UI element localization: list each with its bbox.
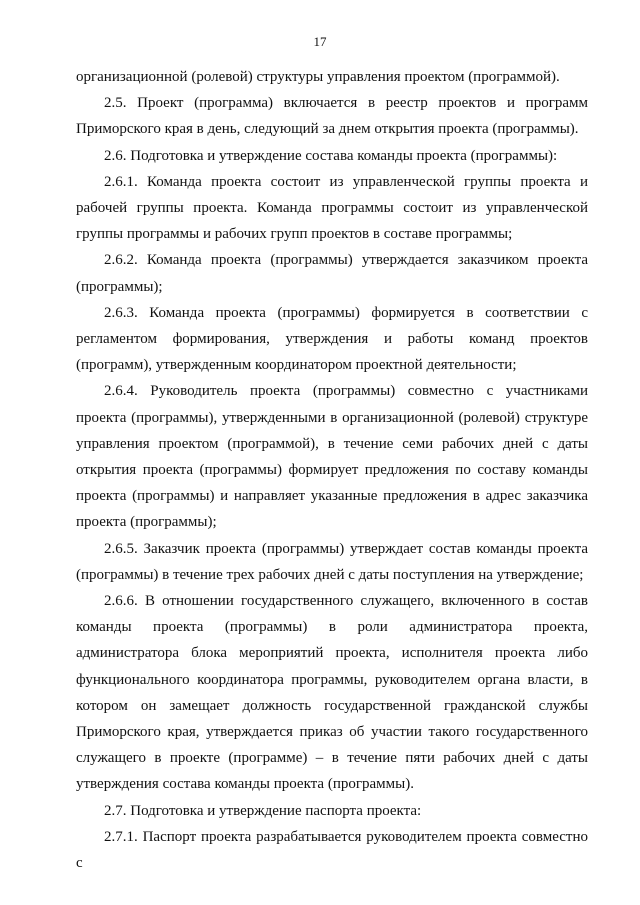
paragraph-2-6-2: 2.6.2. Команда проекта (программы) утверждается заказчиком проекта (программы); xyxy=(76,252,588,295)
paragraph-2-5: 2.5. Проект (программа) включается в реестр проектов и программ Приморского края в день, следующий за днем открытия проекта (программы). xyxy=(76,95,588,138)
paragraph-2-7: 2.7. Подготовка и утверждение паспорта проекта: xyxy=(104,802,422,819)
paragraph-2-7-1: 2.7.1. Паспорт проекта разрабатывается руководителем проекта совместно с xyxy=(76,828,588,872)
paragraph-2-6-6: 2.6.6. В отношении государственного служащего, включенного в состав команды проекта (программы) в роли администратора проекта, администратора блока мероприятий проекта, исполнителя проекта либо функционального координатора программы, руководителем органа власти, в котором он замещает должность государственной гражданской службы Приморского края, утверждается приказ об участии такого государственного служащего в проекте (программе) – в течение пяти рабочих дней с даты утверждения состава команды проекта (программы). xyxy=(76,593,588,793)
document-body xyxy=(76,64,588,876)
paragraph-2-6-4: 2.6.4. Руководитель проекта (программы) совместно с участниками проекта (программы), утвержденными в организационной (ролевой) структуре управления проектом (программой), в течение семи рабочих дней с даты открытия проекта (программы) формирует предложения по составу команды проекта (программы) и направляет указанные предложения в адрес заказчика проекта (программы); xyxy=(76,383,588,531)
paragraph-2-6-3: 2.6.3. Команда проекта (программы) формируется в соответствии с регламентом формирования, утверждения и работы команд проектов (программ), утвержденным координатором проектной деятельности; xyxy=(76,304,588,374)
page-number: 17 xyxy=(313,34,327,49)
paragraph-2-6: 2.6. Подготовка и утверждение состава команды проекта (программы): xyxy=(104,147,558,164)
paragraph-continuation: организационной (ролевой) структуры управления проектом (программой). xyxy=(76,69,560,85)
paragraph-2-6-1: 2.6.1. Команда проекта состоит из управленческой группы проекта и рабочей группы проекта. Команда программы состоит из управленческой группы программы и рабочих групп проектов в составе программы; xyxy=(76,173,588,243)
paragraph-2-6-5: 2.6.5. Заказчик проекта (программы) утверждает состав команды проекта (программы) в течение трех рабочих дней с даты поступления на утверждение; xyxy=(76,540,588,583)
